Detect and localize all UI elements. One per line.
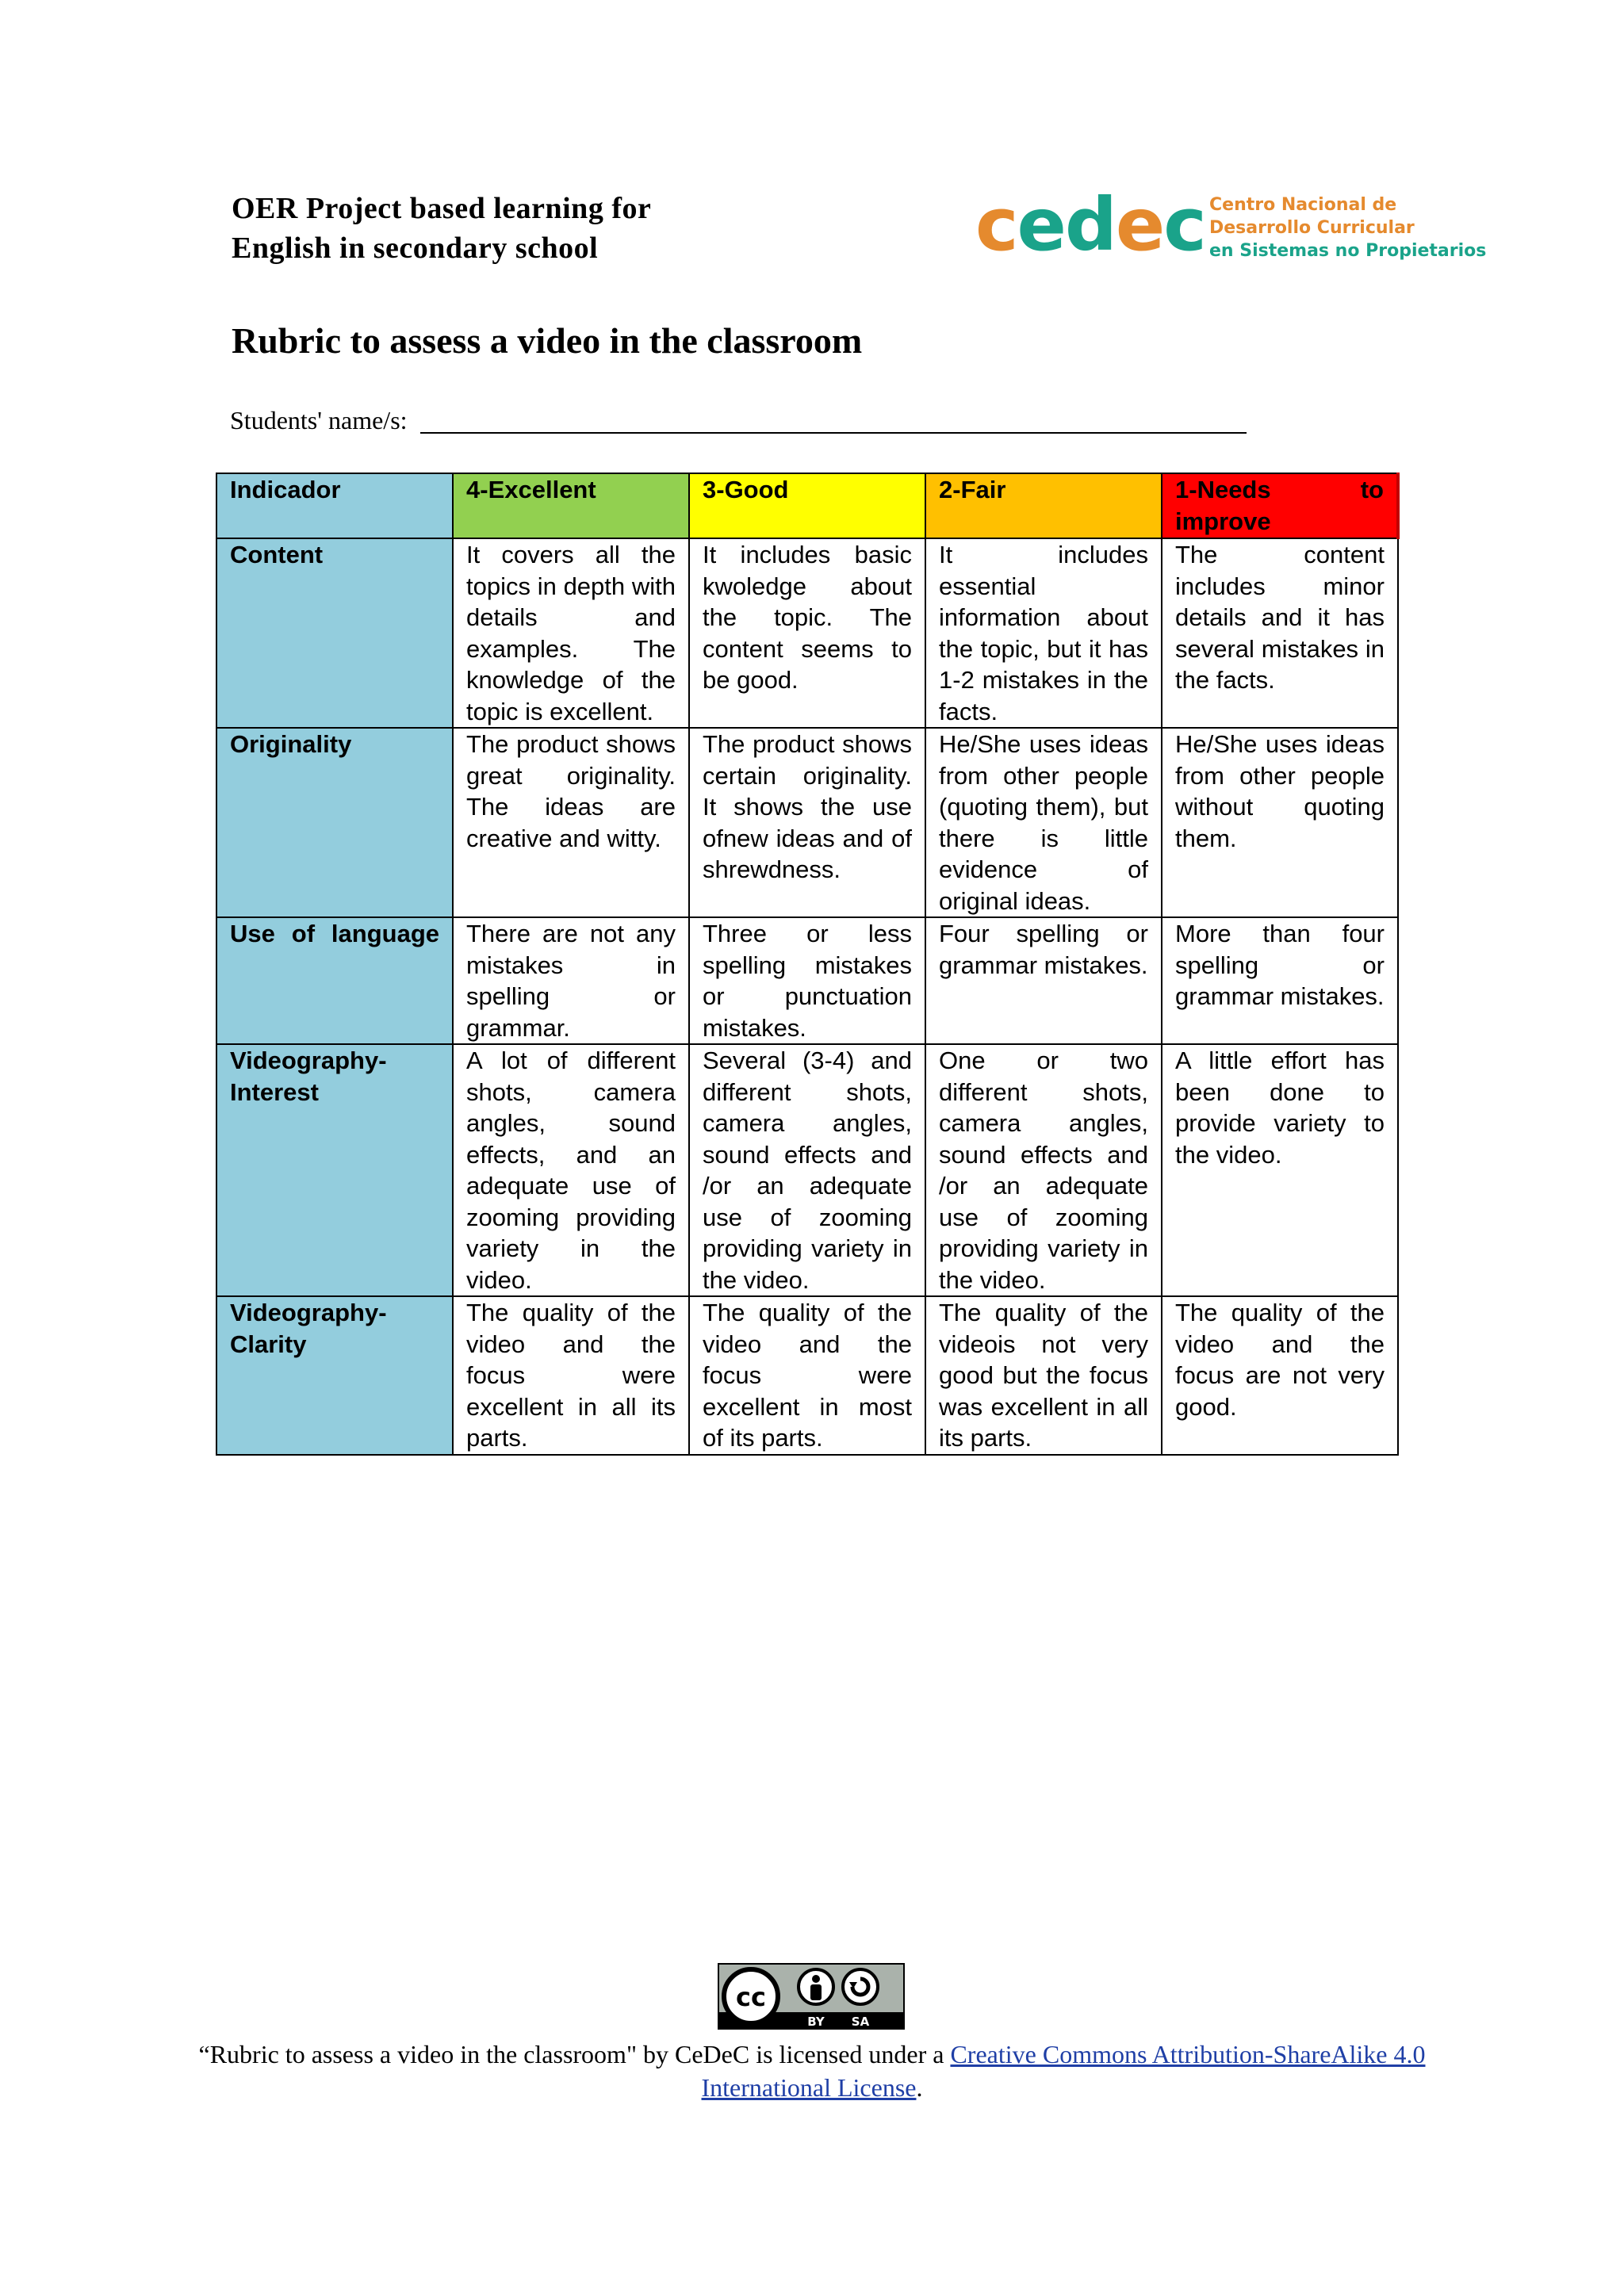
good-cell: Three or less spelling mistakes or punctuation mistakes. (689, 917, 925, 1044)
excellent-cell: A lot of different shots, camera angles, sound effects, and an adequate use of zooming providing variety in the video. (453, 1044, 689, 1296)
students-name-field[interactable] (420, 432, 1247, 434)
good-cell: Several (3-4) and different shots, camera angles, sound effects and /or an adequate use of zooming providing variety in the video. (689, 1044, 925, 1296)
table-row (216, 728, 1398, 917)
license-footer (190, 2038, 1434, 2104)
good-cell: It includes basic kwoledge about the topic. The content seems to be good. (689, 538, 925, 728)
excellent-cell: The product shows great originality. The ideas are creative and witty. (453, 728, 689, 917)
project-title (232, 189, 651, 268)
header-indicador: Indicador (216, 473, 453, 538)
indicator-cell: Content (216, 538, 453, 728)
needs-cell: More than four spelling or grammar mistakes. (1162, 917, 1398, 1044)
needs-cell: The content includes minor details and it has several mistakes in the facts. (1162, 538, 1398, 728)
needs-cell: A little effort has been done to provide variety to the video. (1162, 1044, 1398, 1296)
table-row (216, 917, 1398, 1044)
cedec-logo-subtitle (1209, 193, 1486, 262)
table-row (216, 1296, 1398, 1455)
cedec-logo (975, 182, 1487, 270)
fair-cell: The quality of the videois not very good but the focus was excellent in all its parts. (925, 1296, 1162, 1455)
indicator-cell: Originality (216, 728, 453, 917)
good-cell: The product shows certain originality. It shows the use ofnew ideas and of shrewdness. (689, 728, 925, 917)
project-title-line1: OER Project based learning for (232, 192, 652, 225)
logo-line3: en Sistemas no Propietarios (1209, 241, 1487, 261)
header-needs-improve: 1-Needs to improve (1162, 473, 1398, 538)
project-title-line2: English in secondary school (232, 232, 599, 265)
fair-cell: Four spelling or grammar mistakes. (925, 917, 1162, 1044)
header-fair: 2-Fair (925, 473, 1162, 538)
logo-line2: Desarrollo Curricular (1209, 218, 1415, 238)
fair-cell: One or two different shots, camera angles, sound effects and /or an adequate use of zooming providing variety in the video. (925, 1044, 1162, 1296)
cc-by-sa-license-badge[interactable] (718, 1963, 905, 2030)
table-header-row (216, 473, 1398, 538)
by-text: BY (807, 2015, 825, 2029)
good-cell: The quality of the video and the focus were excellent in most of its parts. (689, 1296, 925, 1455)
table-row (216, 538, 1398, 728)
license-footer-prefix: “Rubric to assess a video in the classroom" by CeDeC is licensed under a (198, 2040, 951, 2068)
excellent-cell: The quality of the video and the focus were excellent in all its parts. (453, 1296, 689, 1455)
cedec-logo-word: cedec (975, 182, 1205, 267)
excellent-cell: There are not any mistakes in spelling or grammar. (453, 917, 689, 1044)
needs-cell: He/She uses ideas from other people without quoting them. (1162, 728, 1398, 917)
excellent-cell: It covers all the topics in depth with details and examples. The knowledge of the topic is excellent. (453, 538, 689, 728)
indicator-cell: Videography- Clarity (216, 1296, 453, 1455)
header-excellent: 4-Excellent (453, 473, 689, 538)
indicator-cell: Videography- Interest (216, 1044, 453, 1296)
needs-cell: The quality of the video and the focus are not very good. (1162, 1296, 1398, 1455)
sa-text: SA (851, 2015, 870, 2029)
fair-cell: It includes essential information about the topic, but it has 1-2 mistakes in the facts. (925, 538, 1162, 728)
cc-text: cc (736, 1982, 766, 2012)
license-footer-suffix: . (916, 2073, 923, 2102)
rubric-table (216, 473, 1400, 1456)
fair-cell: He/She uses ideas from other people (quoting them), but there is little evidence of original ideas. (925, 728, 1162, 917)
license-link[interactable]: Creative Commons Attribution-ShareAlike 4.0 International License (701, 2040, 1426, 2102)
header-good: 3-Good (689, 473, 925, 538)
indicator-cell: Use of language (216, 917, 453, 1044)
logo-line1: Centro Nacional de (1209, 195, 1397, 215)
table-row (216, 1044, 1398, 1296)
students-name-label: Students' name/s: (230, 406, 408, 434)
page-title: Rubric to assess a video in the classroom (232, 320, 863, 361)
